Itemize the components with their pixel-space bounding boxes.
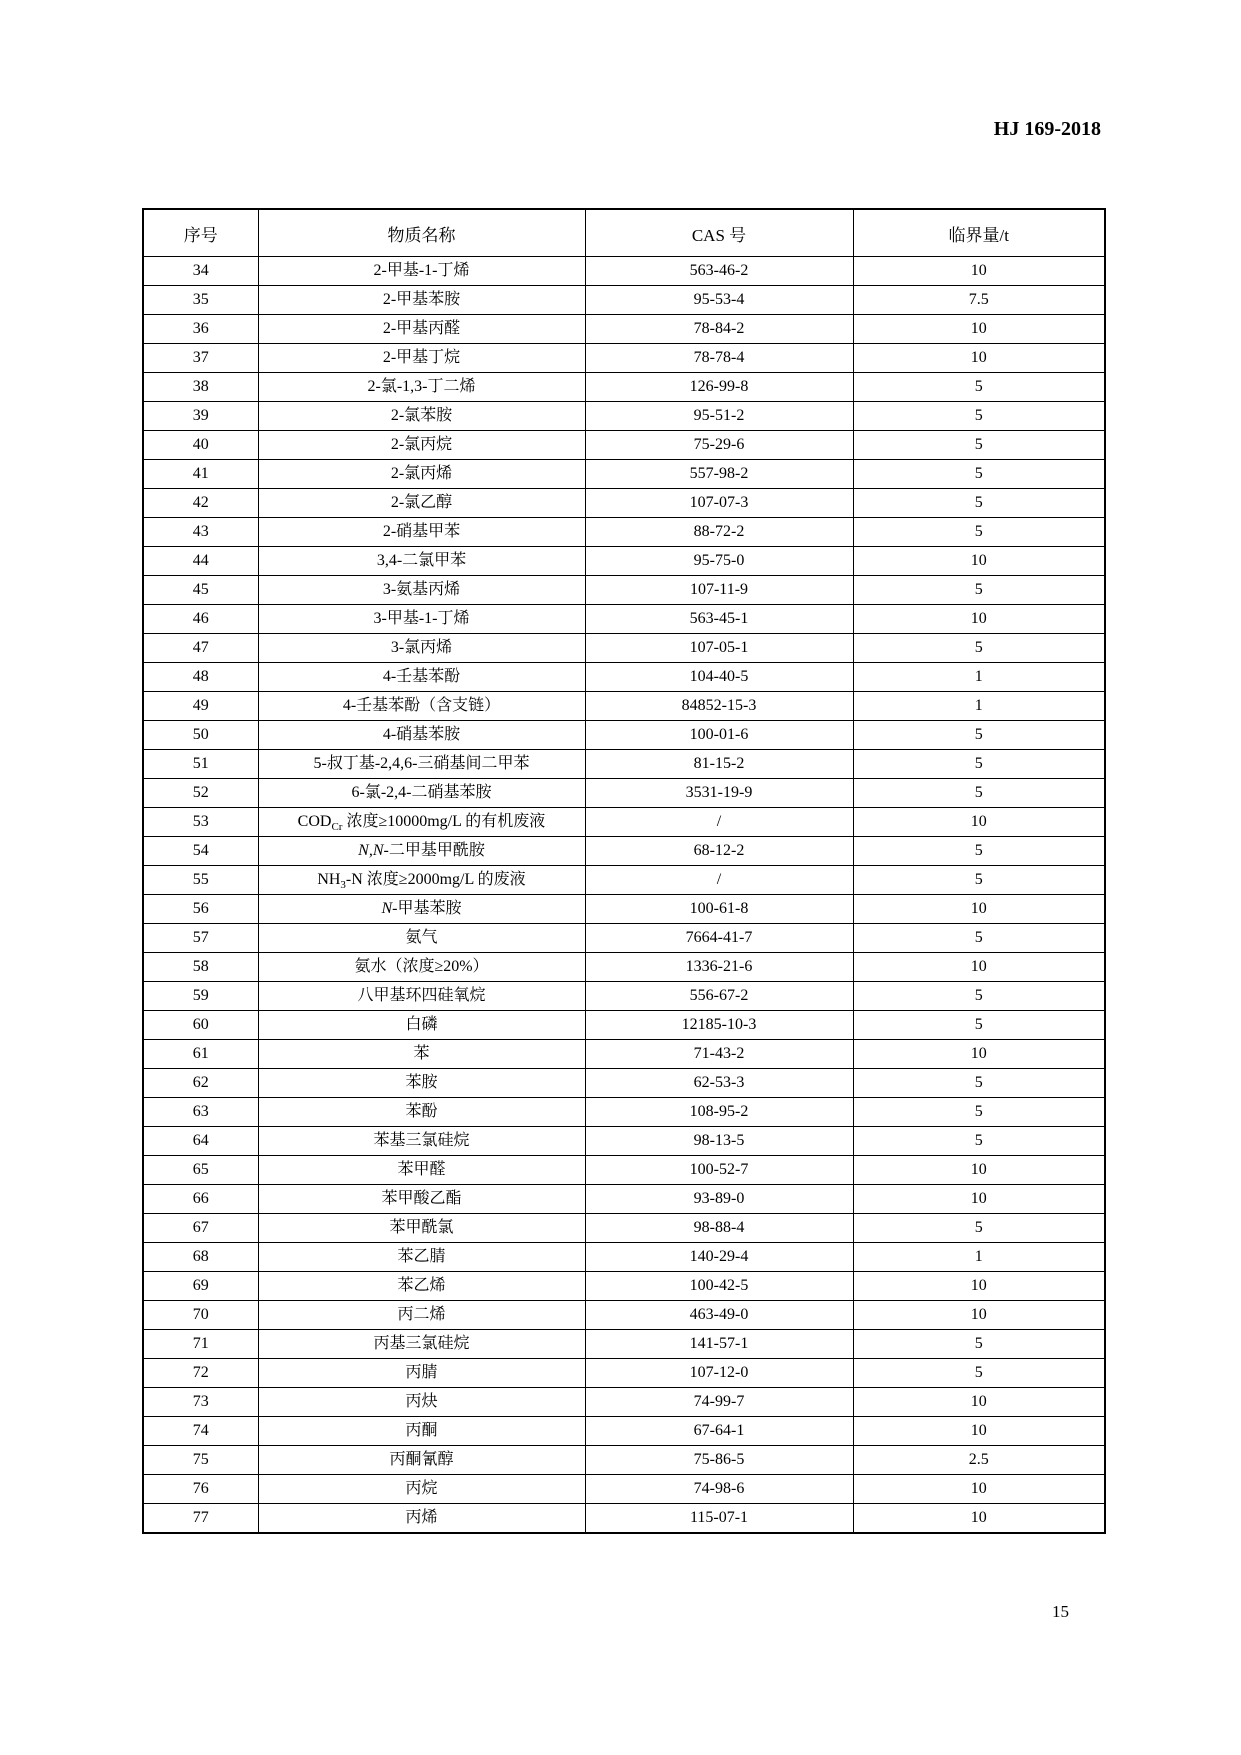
table-row — [143, 634, 1105, 663]
table-row — [143, 1214, 1105, 1243]
page-number: 15 — [1052, 1602, 1069, 1621]
substance-name: 丙腈 — [258, 1359, 585, 1388]
row-number: 58 — [143, 953, 258, 982]
row-number: 60 — [143, 1011, 258, 1040]
row-number: 76 — [143, 1475, 258, 1504]
table-row — [143, 1301, 1105, 1330]
substance-name: 4-硝基苯胺 — [258, 721, 585, 750]
substance-name: 3-氯丙烯 — [258, 634, 585, 663]
substance-name: 丙基三氯硅烷 — [258, 1330, 585, 1359]
cas-number: 107-12-0 — [585, 1359, 853, 1388]
substance-name: 丙酮氰醇 — [258, 1446, 585, 1475]
table-row — [143, 750, 1105, 779]
threshold-quantity: 1 — [853, 692, 1105, 721]
substance-name: 3-氨基丙烯 — [258, 576, 585, 605]
table-row — [143, 1504, 1105, 1534]
substance-name: 苯甲醛 — [258, 1156, 585, 1185]
row-number: 59 — [143, 982, 258, 1011]
substance-name: 2-甲基丙醛 — [258, 315, 585, 344]
row-number: 71 — [143, 1330, 258, 1359]
table-row — [143, 1417, 1105, 1446]
substance-name: 4-壬基苯酚（含支链） — [258, 692, 585, 721]
threshold-quantity: 2.5 — [853, 1446, 1105, 1475]
threshold-quantity: 5 — [853, 402, 1105, 431]
threshold-quantity: 10 — [853, 895, 1105, 924]
row-number: 41 — [143, 460, 258, 489]
substance-name: 苯基三氯硅烷 — [258, 1127, 585, 1156]
threshold-quantity: 5 — [853, 721, 1105, 750]
substance-name: $COD_{Cr}$ 浓度≥10000mg/L 的有机废液 — [258, 808, 585, 837]
row-number: 62 — [143, 1069, 258, 1098]
substance-name: 八甲基环四硅氧烷 — [258, 982, 585, 1011]
substance-name: 苯 — [258, 1040, 585, 1069]
substance-name: 苯酚 — [258, 1098, 585, 1127]
row-number: 44 — [143, 547, 258, 576]
cas-number: 84852-15-3 — [585, 692, 853, 721]
row-number: 69 — [143, 1272, 258, 1301]
table-row — [143, 344, 1105, 373]
cas-number: 104-40-5 — [585, 663, 853, 692]
table-row — [143, 1330, 1105, 1359]
cas-number: 88-72-2 — [585, 518, 853, 547]
cas-number: 1336-21-6 — [585, 953, 853, 982]
substance-name: $NH_3-N$ 浓度≥2000mg/L 的废液 — [258, 866, 585, 895]
row-number: 56 — [143, 895, 258, 924]
cas-number: 95-75-0 — [585, 547, 853, 576]
threshold-quantity: 10 — [853, 605, 1105, 634]
cas-number: / — [585, 808, 853, 837]
row-number: 40 — [143, 431, 258, 460]
row-number: 73 — [143, 1388, 258, 1417]
substance-name: 5-叔丁基-2,4,6-三硝基间二甲苯 — [258, 750, 585, 779]
threshold-quantity: 5 — [853, 460, 1105, 489]
substance-name: 2-甲基苯胺 — [258, 286, 585, 315]
substance-name: 苯乙烯 — [258, 1272, 585, 1301]
cas-number: 140-29-4 — [585, 1243, 853, 1272]
threshold-quantity: 5 — [853, 576, 1105, 605]
threshold-quantity: 10 — [853, 1504, 1105, 1534]
substance-name: 4-壬基苯酚 — [258, 663, 585, 692]
substance-name: 丙烷 — [258, 1475, 585, 1504]
threshold-quantity: 7.5 — [853, 286, 1105, 315]
cas-number: 126-99-8 — [585, 373, 853, 402]
hazardous-substances-table — [142, 208, 1106, 1534]
row-number: 72 — [143, 1359, 258, 1388]
threshold-quantity: 5 — [853, 924, 1105, 953]
table-row — [143, 1388, 1105, 1417]
table-row — [143, 1069, 1105, 1098]
cas-number: 74-99-7 — [585, 1388, 853, 1417]
cas-number: 75-29-6 — [585, 431, 853, 460]
substance-name: 2-氯丙烯 — [258, 460, 585, 489]
row-number: 65 — [143, 1156, 258, 1185]
cas-number: / — [585, 866, 853, 895]
row-number: 34 — [143, 257, 258, 286]
cas-number: 107-05-1 — [585, 634, 853, 663]
table-row — [143, 808, 1105, 837]
substance-name: 2-氯乙醇 — [258, 489, 585, 518]
threshold-quantity: 5 — [853, 518, 1105, 547]
threshold-quantity: 10 — [853, 1301, 1105, 1330]
table-row — [143, 692, 1105, 721]
threshold-quantity: 5 — [853, 1359, 1105, 1388]
threshold-quantity: 10 — [853, 808, 1105, 837]
table-row — [143, 663, 1105, 692]
cas-number: 75-86-5 — [585, 1446, 853, 1475]
substance-name: 3,4-二氯甲苯 — [258, 547, 585, 576]
table-row — [143, 924, 1105, 953]
threshold-quantity: 10 — [853, 315, 1105, 344]
row-number: 77 — [143, 1504, 258, 1534]
table-row — [143, 953, 1105, 982]
table-row — [143, 779, 1105, 808]
table-row — [143, 895, 1105, 924]
row-number: 70 — [143, 1301, 258, 1330]
table-row — [143, 576, 1105, 605]
threshold-quantity: 5 — [853, 779, 1105, 808]
substance-name: N,N-二甲基甲酰胺 — [258, 837, 585, 866]
column-header-cas: CAS 号 — [585, 209, 853, 257]
table-row — [143, 1359, 1105, 1388]
cas-number: 98-88-4 — [585, 1214, 853, 1243]
cas-number: 67-64-1 — [585, 1417, 853, 1446]
row-number: 74 — [143, 1417, 258, 1446]
table-row — [143, 721, 1105, 750]
row-number: 38 — [143, 373, 258, 402]
substance-name: 2-氯-1,3-丁二烯 — [258, 373, 585, 402]
row-number: 47 — [143, 634, 258, 663]
substance-name: 2-氯丙烷 — [258, 431, 585, 460]
column-header-substance: 物质名称 — [258, 209, 585, 257]
substance-name: 2-甲基-1-丁烯 — [258, 257, 585, 286]
cas-number: 100-42-5 — [585, 1272, 853, 1301]
row-number: 35 — [143, 286, 258, 315]
row-number: 46 — [143, 605, 258, 634]
threshold-quantity: 10 — [853, 257, 1105, 286]
cas-number: 100-52-7 — [585, 1156, 853, 1185]
cas-number: 557-98-2 — [585, 460, 853, 489]
substance-name: 苯胺 — [258, 1069, 585, 1098]
threshold-quantity: 5 — [853, 866, 1105, 895]
table-row — [143, 605, 1105, 634]
substance-name: 丙酮 — [258, 1417, 585, 1446]
substance-name: 2-氯苯胺 — [258, 402, 585, 431]
table-row — [143, 1156, 1105, 1185]
row-number: 36 — [143, 315, 258, 344]
table-row — [143, 489, 1105, 518]
column-header-no: 序号 — [143, 209, 258, 257]
threshold-quantity: 5 — [853, 1011, 1105, 1040]
threshold-quantity: 10 — [853, 953, 1105, 982]
substance-name: 丙烯 — [258, 1504, 585, 1534]
threshold-quantity: 5 — [853, 373, 1105, 402]
cas-number: 78-78-4 — [585, 344, 853, 373]
table-row — [143, 982, 1105, 1011]
substance-name: N-甲基苯胺 — [258, 895, 585, 924]
threshold-quantity: 5 — [853, 982, 1105, 1011]
table-row — [143, 866, 1105, 895]
row-number: 53 — [143, 808, 258, 837]
row-number: 55 — [143, 866, 258, 895]
row-number: 75 — [143, 1446, 258, 1475]
table-body — [143, 257, 1105, 1534]
row-number: 54 — [143, 837, 258, 866]
threshold-quantity: 5 — [853, 1127, 1105, 1156]
cas-number: 141-57-1 — [585, 1330, 853, 1359]
threshold-quantity: 5 — [853, 1214, 1105, 1243]
cas-number: 62-53-3 — [585, 1069, 853, 1098]
table-row — [143, 460, 1105, 489]
table-row — [143, 1011, 1105, 1040]
cas-number: 93-89-0 — [585, 1185, 853, 1214]
threshold-quantity: 5 — [853, 634, 1105, 663]
threshold-quantity: 5 — [853, 431, 1105, 460]
cas-number: 78-84-2 — [585, 315, 853, 344]
cas-number: 81-15-2 — [585, 750, 853, 779]
substance-name: 2-甲基丁烷 — [258, 344, 585, 373]
cas-number: 463-49-0 — [585, 1301, 853, 1330]
substance-name: 苯甲酰氯 — [258, 1214, 585, 1243]
threshold-quantity: 5 — [853, 1330, 1105, 1359]
cas-number: 563-46-2 — [585, 257, 853, 286]
table-row — [143, 315, 1105, 344]
table-row — [143, 1098, 1105, 1127]
row-number: 37 — [143, 344, 258, 373]
row-number: 67 — [143, 1214, 258, 1243]
row-number: 61 — [143, 1040, 258, 1069]
table-row — [143, 257, 1105, 286]
table-row — [143, 402, 1105, 431]
standard-code: HJ 169-2018 — [993, 118, 1101, 140]
threshold-quantity: 10 — [853, 1185, 1105, 1214]
threshold-quantity: 10 — [853, 344, 1105, 373]
substance-name: 氨气 — [258, 924, 585, 953]
cas-number: 563-45-1 — [585, 605, 853, 634]
cas-number: 108-95-2 — [585, 1098, 853, 1127]
row-number: 49 — [143, 692, 258, 721]
cas-number: 100-61-8 — [585, 895, 853, 924]
column-header-threshold: 临界量/t — [853, 209, 1105, 257]
row-number: 52 — [143, 779, 258, 808]
cas-number: 115-07-1 — [585, 1504, 853, 1534]
table-row — [143, 547, 1105, 576]
table-row — [143, 1243, 1105, 1272]
cas-number: 95-53-4 — [585, 286, 853, 315]
substance-name: 苯甲酸乙酯 — [258, 1185, 585, 1214]
table-row — [143, 1475, 1105, 1504]
substance-name: 苯乙腈 — [258, 1243, 585, 1272]
row-number: 66 — [143, 1185, 258, 1214]
table-row — [143, 1040, 1105, 1069]
row-number: 68 — [143, 1243, 258, 1272]
table-row — [143, 837, 1105, 866]
cas-number: 12185-10-3 — [585, 1011, 853, 1040]
threshold-quantity: 10 — [853, 1475, 1105, 1504]
table-row — [143, 1446, 1105, 1475]
table-header-row — [143, 209, 1105, 257]
substance-name: 2-硝基甲苯 — [258, 518, 585, 547]
cas-number: 107-07-3 — [585, 489, 853, 518]
cas-number: 68-12-2 — [585, 837, 853, 866]
row-number: 45 — [143, 576, 258, 605]
row-number: 43 — [143, 518, 258, 547]
threshold-quantity: 10 — [853, 1272, 1105, 1301]
table-row — [143, 373, 1105, 402]
threshold-quantity: 10 — [853, 547, 1105, 576]
row-number: 57 — [143, 924, 258, 953]
substance-name: 3-甲基-1-丁烯 — [258, 605, 585, 634]
table-row — [143, 1185, 1105, 1214]
table-row — [143, 286, 1105, 315]
threshold-quantity: 5 — [853, 750, 1105, 779]
threshold-quantity: 1 — [853, 663, 1105, 692]
row-number: 42 — [143, 489, 258, 518]
threshold-quantity: 10 — [853, 1156, 1105, 1185]
row-number: 50 — [143, 721, 258, 750]
threshold-quantity: 10 — [853, 1388, 1105, 1417]
threshold-quantity: 10 — [853, 1417, 1105, 1446]
row-number: 48 — [143, 663, 258, 692]
cas-number: 100-01-6 — [585, 721, 853, 750]
cas-number: 71-43-2 — [585, 1040, 853, 1069]
cas-number: 107-11-9 — [585, 576, 853, 605]
substance-name: 6-氯-2,4-二硝基苯胺 — [258, 779, 585, 808]
cas-number: 95-51-2 — [585, 402, 853, 431]
threshold-quantity: 1 — [853, 1243, 1105, 1272]
threshold-quantity: 5 — [853, 1098, 1105, 1127]
threshold-quantity: 5 — [853, 837, 1105, 866]
substance-name: 丙二烯 — [258, 1301, 585, 1330]
table-row — [143, 1272, 1105, 1301]
row-number: 39 — [143, 402, 258, 431]
cas-number: 7664-41-7 — [585, 924, 853, 953]
threshold-quantity: 5 — [853, 489, 1105, 518]
threshold-quantity: 10 — [853, 1040, 1105, 1069]
cas-number: 3531-19-9 — [585, 779, 853, 808]
threshold-quantity: 5 — [853, 1069, 1105, 1098]
table-row — [143, 1127, 1105, 1156]
substance-name: 氨水（浓度≥20%） — [258, 953, 585, 982]
cas-number: 74-98-6 — [585, 1475, 853, 1504]
row-number: 64 — [143, 1127, 258, 1156]
row-number: 63 — [143, 1098, 258, 1127]
substance-name: 白磷 — [258, 1011, 585, 1040]
cas-number: 556-67-2 — [585, 982, 853, 1011]
substance-name: 丙炔 — [258, 1388, 585, 1417]
row-number: 51 — [143, 750, 258, 779]
table-row — [143, 518, 1105, 547]
table-row — [143, 431, 1105, 460]
cas-number: 98-13-5 — [585, 1127, 853, 1156]
